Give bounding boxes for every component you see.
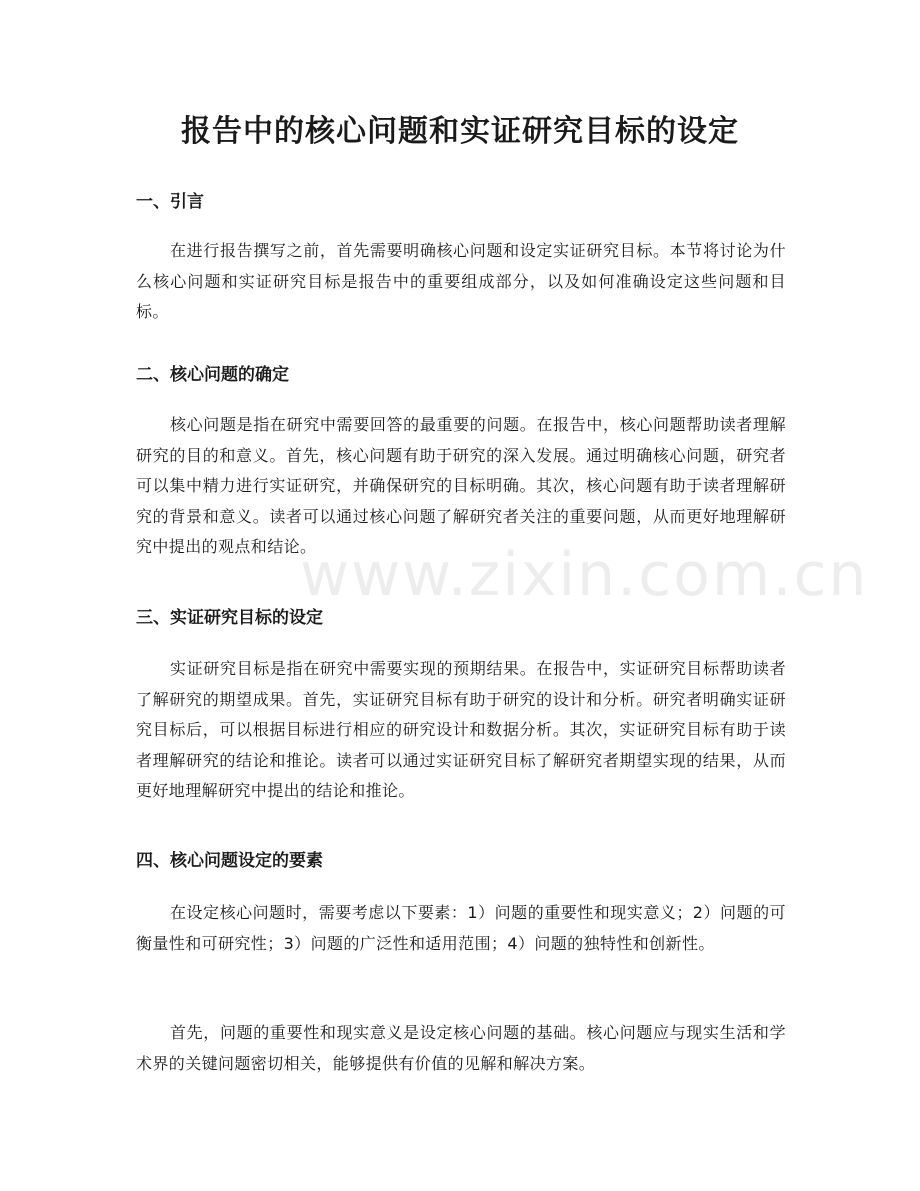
section-heading-core-question: 二、核心问题的确定 bbox=[136, 365, 289, 385]
watermark: www.zixin.com.cn bbox=[300, 540, 869, 610]
paragraph-importance: 首先，问题的重要性和现实意义是设定核心问题的基础。核心问题应与现实生活和学术界的关键问题密切相关，能够提供有价值的见解和解决方案。 bbox=[136, 1023, 786, 1073]
paragraph-core-question: 核心问题是指在研究中需要回答的最重要的问题。在报告中，核心问题帮助读者理解研究的目的和意义。首先，核心问题有助于研究的深入发展。通过明确核心问题，研究者可以集中精力进行实证研究，并确保研究的目标明确。其次，核心问题有助于读者理解研究的背景和意义。读者可以通过核心问题了解研究者关注的重要问题，从而更好地理解研究中提出的观点和结论。 bbox=[136, 415, 786, 556]
paragraph-intro: 在进行报告撰写之前，首先需要明确核心问题和设定实证研究目标。本节将讨论为什么核心问题和实证研究目标是报告中的重要组成部分，以及如何准确设定这些问题和目标。 bbox=[136, 241, 786, 321]
section-heading-elements: 四、核心问题设定的要素 bbox=[136, 851, 323, 871]
paragraph-elements: 在设定核心问题时，需要考虑以下要素：1）问题的重要性和现实意义；2）问题的可衡量性和可研究性；3）问题的广泛性和适用范围；4）问题的独特性和创新性。 bbox=[136, 903, 786, 953]
paragraph-research-goal: 实证研究目标是指在研究中需要实现的预期结果。在报告中，实证研究目标帮助读者了解研究的期望成果。首先，实证研究目标有助于研究的设计和分析。研究者明确实证研究目标后，可以根据目标进行相应的研究设计和数据分析。其次，实证研究目标有助于读者理解研究的结论和推论。读者可以通过实证研究目标了解研究者期望实现的结果，从而更好地理解研究中提出的结论和推论。 bbox=[136, 659, 786, 800]
document-title: 报告中的核心问题和实证研究目标的设定 bbox=[181, 114, 739, 149]
section-heading-intro: 一、引言 bbox=[136, 192, 204, 212]
section-heading-research-goal: 三、实证研究目标的设定 bbox=[136, 608, 323, 628]
